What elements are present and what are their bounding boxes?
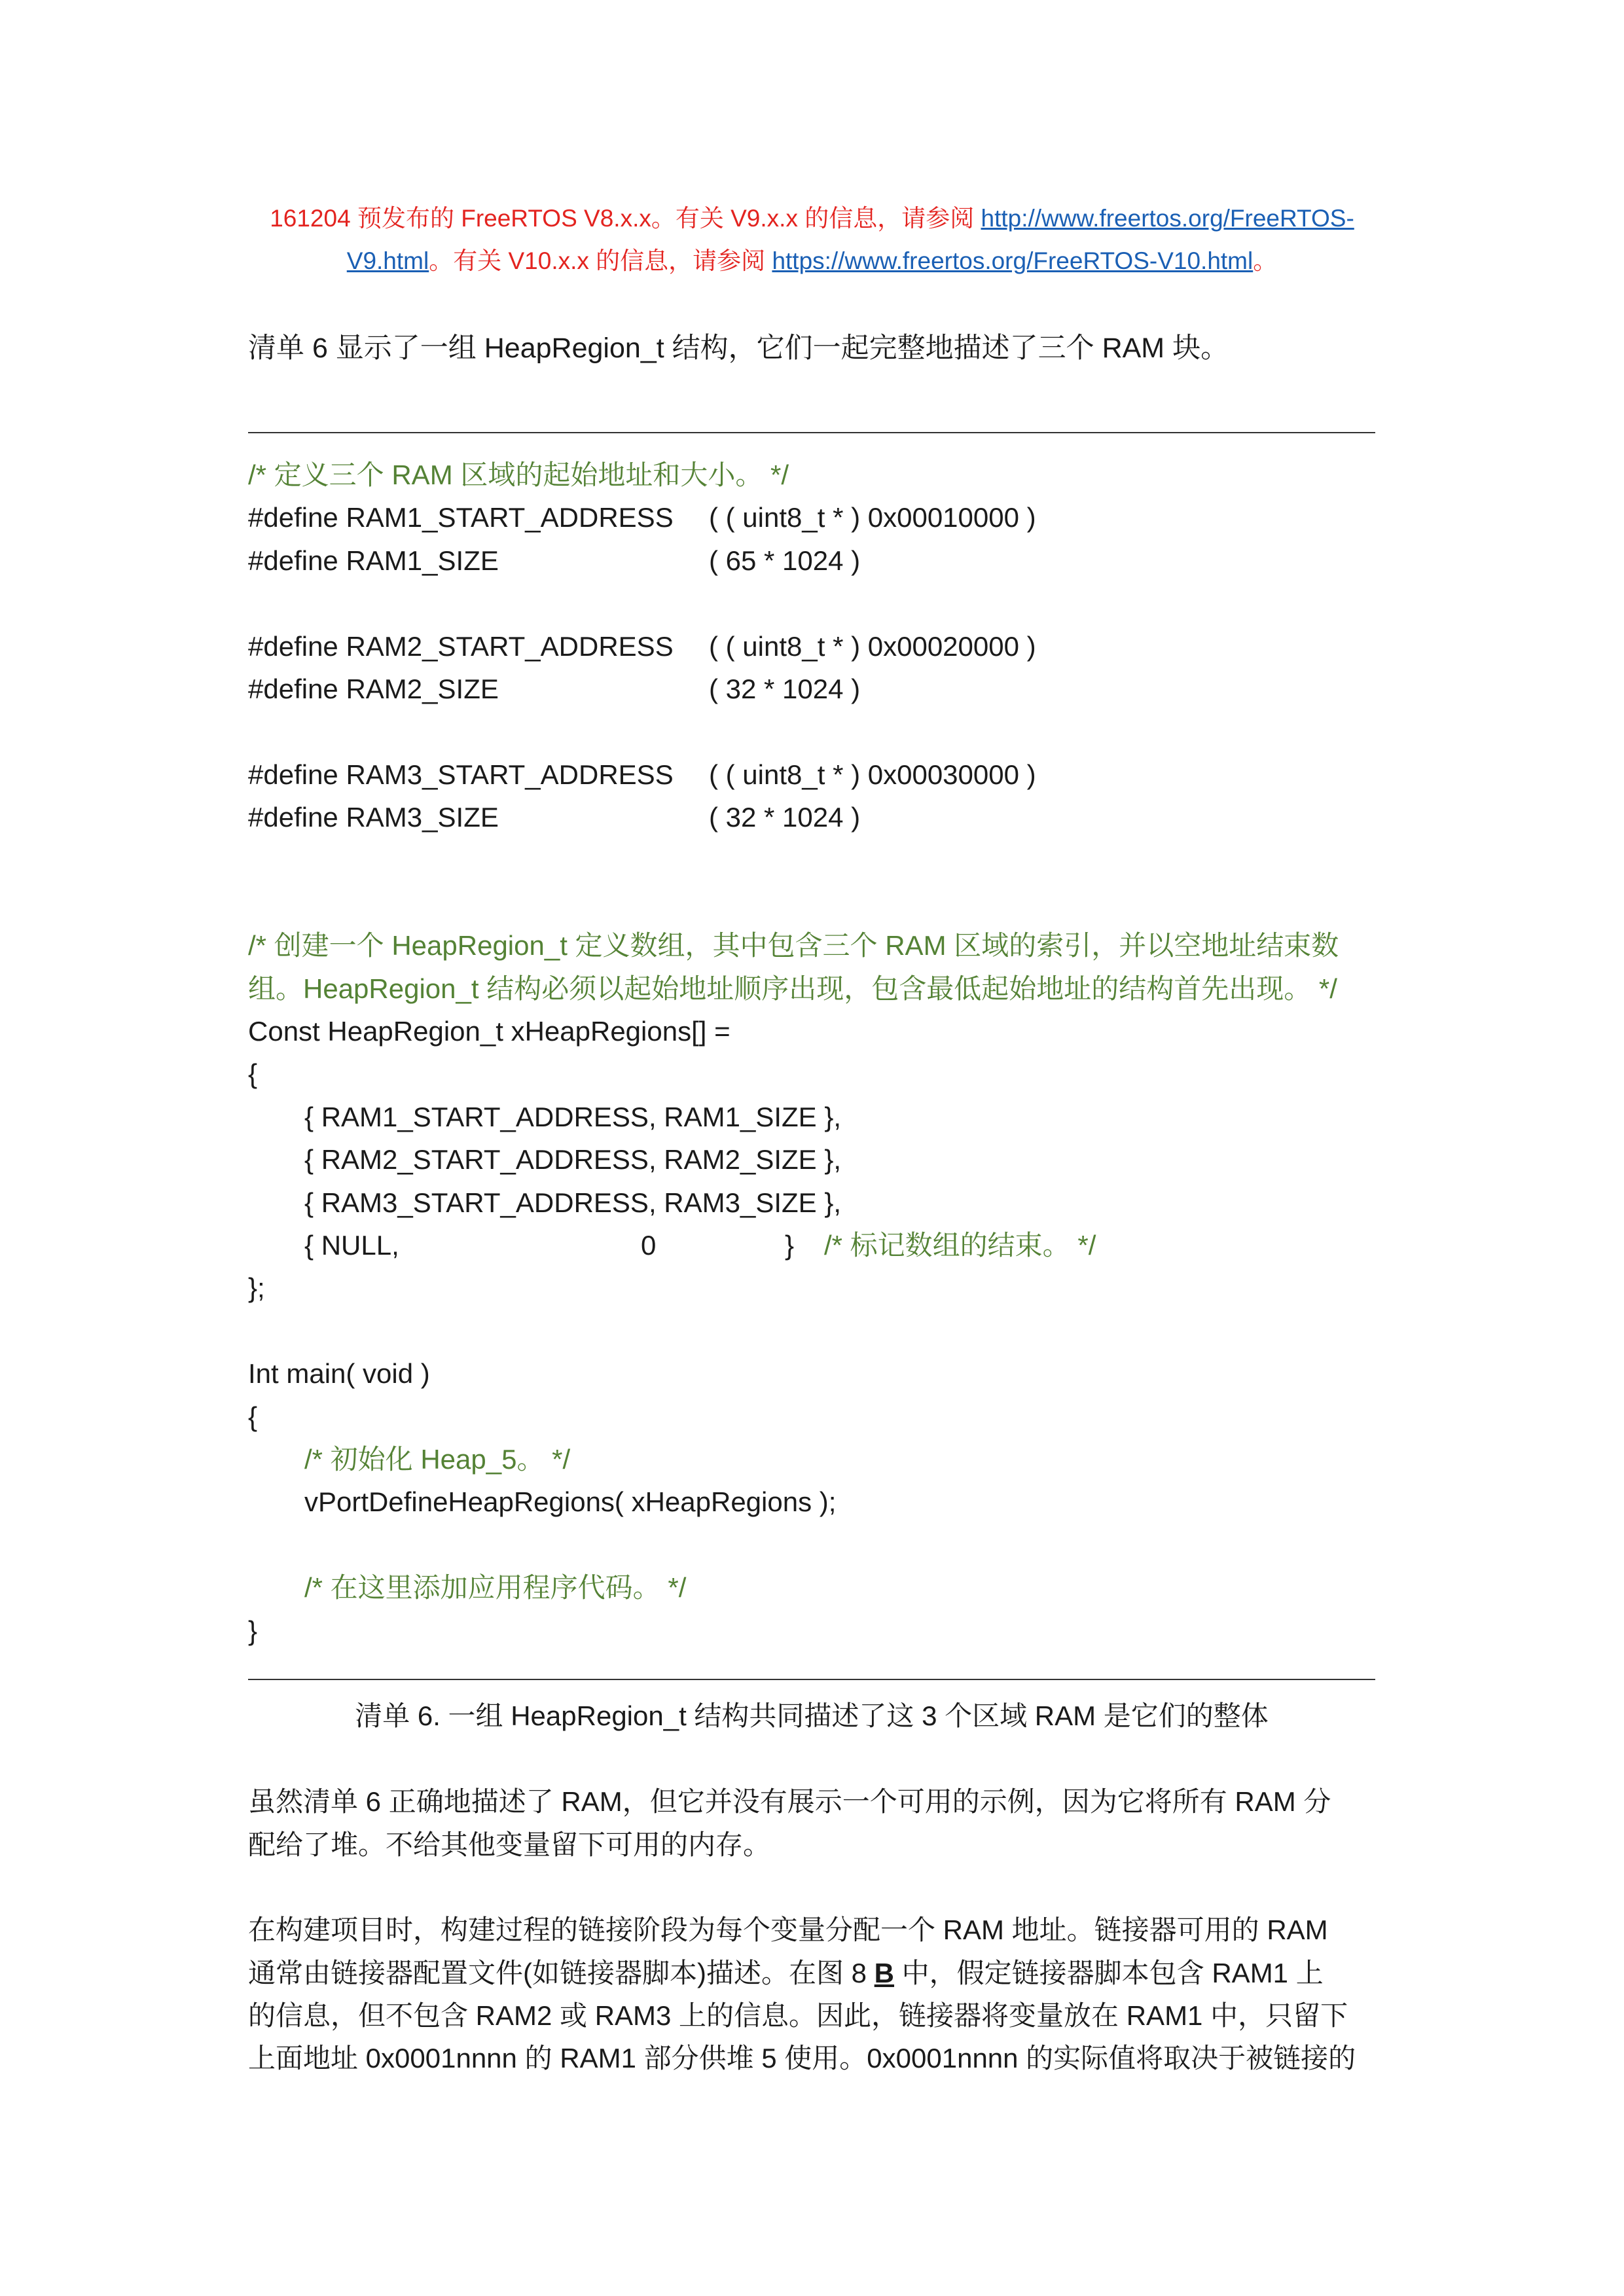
listing-top-rule: [248, 432, 1375, 433]
code-comment: /* 初始化 Heap_5。 */: [304, 1443, 571, 1475]
define-name: #define RAM2_START_ADDRESS: [248, 630, 674, 662]
intro-paragraph: 清单 6 显示了一组 HeapRegion_t 结构，它们一起完整地描述了三个 RAM 块。: [248, 332, 1229, 364]
listing-caption: 清单 6. 一组 HeapRegion_t 结构共同描述了这 3 个区域 RAM 是它们的整体: [355, 1700, 1269, 1732]
notice-text: 。: [1253, 247, 1278, 274]
text: 中，假定链接器脚本包含 RAM1 上: [894, 1957, 1324, 1988]
revision-notice-line-2: [0, 240, 1624, 283]
define-value: ( 32 * 1024 ): [709, 673, 861, 704]
code-comment: /* 定义三个 RAM 区域的起始地址和大小。 */: [248, 459, 789, 490]
paragraph-line: [248, 1952, 1324, 1994]
code-comment: /* 在这里添加应用程序代码。 */: [304, 1572, 687, 1604]
main-signature: Int main( void ): [248, 1358, 430, 1390]
notice-text: 。有关 V10.x.x 的信息，请参阅: [429, 247, 772, 274]
define-name: #define RAM1_SIZE: [248, 545, 499, 576]
code-comment: 组。HeapRegion_t 结构必须以起始地址顺序出现，包含最低起始地址的结构首先出现。 */: [248, 973, 1337, 1004]
paragraph-line: 配给了堆。不给其他变量留下可用的内存。: [248, 1829, 771, 1860]
define-value: ( ( uint8_t * ) 0x00010000 ): [709, 502, 1036, 533]
function-call: vPortDefineHeapRegions( xHeapRegions );: [304, 1486, 837, 1518]
define-name: #define RAM3_START_ADDRESS: [248, 759, 674, 790]
freertos-v9-link-tail[interactable]: V9.html: [346, 247, 429, 274]
code-comment: /* 标记数组的结束。 */: [824, 1230, 1096, 1261]
paragraph-line: 虽然清单 6 正确地描述了 RAM，但它并没有展示一个可用的示例，因为它将所有 RAM 分: [248, 1786, 1331, 1818]
figure-reference-link[interactable]: B: [874, 1957, 895, 1988]
define-value: ( 32 * 1024 ): [709, 802, 861, 833]
open-brace: {: [248, 1401, 258, 1432]
freertos-v9-link[interactable]: http://www.freertos.org/FreeRTOS-: [981, 205, 1354, 232]
revision-notice-line-1: [0, 197, 1624, 240]
code-comment: /* 创建一个 HeapRegion_t 定义数组，其中包含三个 RAM 区域的索引，并以空地址结束数: [248, 930, 1339, 961]
freertos-v10-link[interactable]: https://www.freertos.org/FreeRTOS-V10.html: [772, 247, 1254, 274]
define-value: ( ( uint8_t * ) 0x00030000 ): [709, 759, 1036, 790]
paragraph-line: 上面地址 0x0001nnnn 的 RAM1 部分供堆 5 使用。0x0001nnnn 的实际值将取决于被链接的: [248, 2043, 1356, 2074]
define-value: ( ( uint8_t * ) 0x00020000 ): [709, 630, 1036, 662]
text: 通常由链接器配置文件(如链接器脚本)描述。在图 8: [248, 1957, 875, 1988]
paragraph-line: 的信息，但不包含 RAM2 或 RAM3 上的信息。因此，链接器将变量放在 RAM1 中，只留下: [248, 2000, 1348, 2032]
array-entry: { RAM1_START_ADDRESS, RAM1_SIZE },: [304, 1101, 842, 1132]
code-listing: [248, 454, 1400, 2080]
null-entry-close: }: [785, 1230, 795, 1261]
define-value: ( 65 * 1024 ): [709, 545, 861, 576]
array-entry: { RAM3_START_ADDRESS, RAM3_SIZE },: [304, 1187, 842, 1218]
open-brace: {: [248, 1058, 258, 1090]
null-entry-zero: 0: [641, 1230, 657, 1261]
close-brace: }: [248, 1615, 258, 1646]
array-declaration: Const HeapRegion_t xHeapRegions[] =: [248, 1016, 731, 1047]
define-name: #define RAM1_START_ADDRESS: [248, 502, 674, 533]
define-name: #define RAM2_SIZE: [248, 673, 499, 704]
define-name: #define RAM3_SIZE: [248, 802, 499, 833]
null-entry-open: { NULL,: [304, 1230, 399, 1261]
close-array: };: [248, 1272, 265, 1304]
paragraph-line: 在构建项目时，构建过程的链接阶段为每个变量分配一个 RAM 地址。链接器可用的 RAM: [248, 1914, 1328, 1946]
array-entry: { RAM2_START_ADDRESS, RAM2_SIZE },: [304, 1144, 842, 1175]
notice-text: 161204 预发布的 FreeRTOS V8.x.x。有关 V9.x.x 的信息，请参阅: [270, 205, 981, 232]
